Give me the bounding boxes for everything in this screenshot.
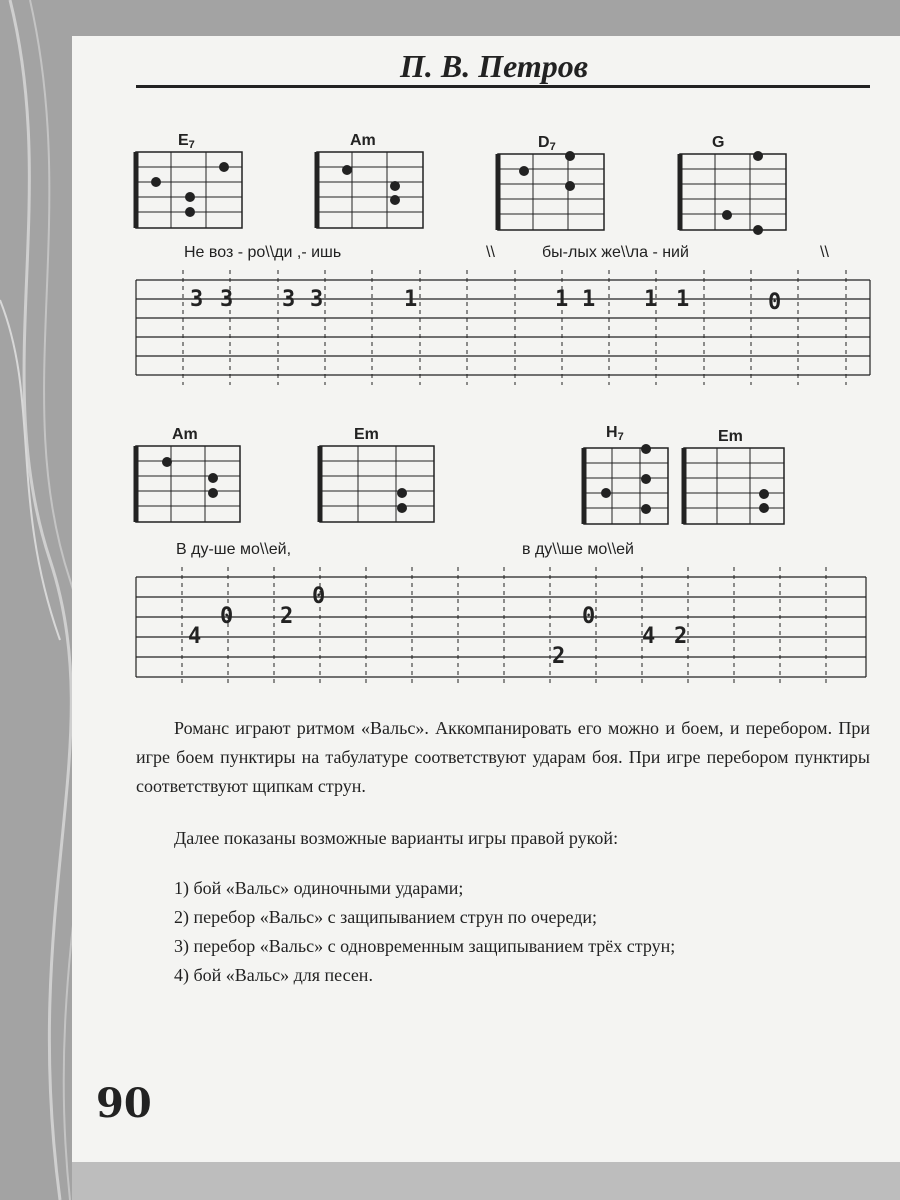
tab-fret-number: 1 (404, 287, 418, 312)
tab-fret-number: 0 (768, 290, 782, 315)
paragraph-text: Романс играют ритмом «Вальс». Аккомпанировать его можно и боем, и перебором. При игре боем пунктиры на табулатуре соответствуют ударам боя. При игре перебором пунктиры соответствуют щипкам струн. (136, 718, 870, 796)
lyric-line: Не воз - ро\\ди ,- ишь (184, 244, 342, 261)
page-title: П. В. Петров (400, 48, 589, 84)
tab-fret-number: 3 (190, 287, 204, 312)
tab-fret-number: 1 (555, 287, 569, 312)
tab-fret-number: 1 (644, 287, 658, 312)
tab-fret-number: 2 (674, 624, 688, 649)
tab-fret-number: 4 (188, 624, 202, 649)
page-number: 90 (96, 1080, 152, 1127)
list-item: 4) бой «Вальс» для песен. (174, 965, 373, 985)
lyric-line: \\ (486, 244, 495, 261)
tab-fret-number: 2 (552, 644, 566, 669)
body-paragraph (136, 824, 870, 853)
tab-fret-number: 4 (642, 624, 656, 649)
lyric-line: в ду\\ше мо\\ей (522, 541, 634, 558)
chord-name: Am (172, 426, 198, 443)
chord-name: Em (718, 428, 743, 445)
tab-fret-number: 0 (312, 584, 326, 609)
lyric-line: бы-лых же\\ла - ний (542, 244, 689, 261)
chord-name: G (712, 134, 725, 151)
list-item: 3) перебор «Вальс» с одновременным защипыванием трёх струн; (174, 936, 676, 956)
lyric-line: В ду-ше мо\\ей, (176, 541, 292, 558)
tab-fret-number: 1 (676, 287, 690, 312)
tab-fret-number: 3 (282, 287, 296, 312)
chord-name: Am (350, 132, 376, 149)
chord-name: $H_7$ (606, 424, 624, 443)
tab-fret-number: 0 (582, 604, 596, 629)
tab-fret-number: 1 (582, 287, 596, 312)
tab-fret-number: 3 (220, 287, 234, 312)
chord-name: Em (354, 426, 379, 443)
paragraph-text: Далее показаны возможные варианты игры правой рукой: (174, 828, 619, 848)
list-item: 1) бой «Вальс» одиночными ударами; (174, 878, 464, 898)
tab-fret-number: 0 (220, 604, 234, 629)
lyric-line: \\ (820, 244, 829, 261)
tab-fret-number: 3 (310, 287, 324, 312)
tab-fret-number: 2 (280, 604, 294, 629)
body-paragraph (136, 714, 870, 801)
list-item: 2) перебор «Вальс» с защипыванием струн по очереди; (174, 907, 598, 927)
chord-name: $D_7$ (538, 134, 556, 153)
chord-name: $E_7$ (178, 132, 195, 151)
